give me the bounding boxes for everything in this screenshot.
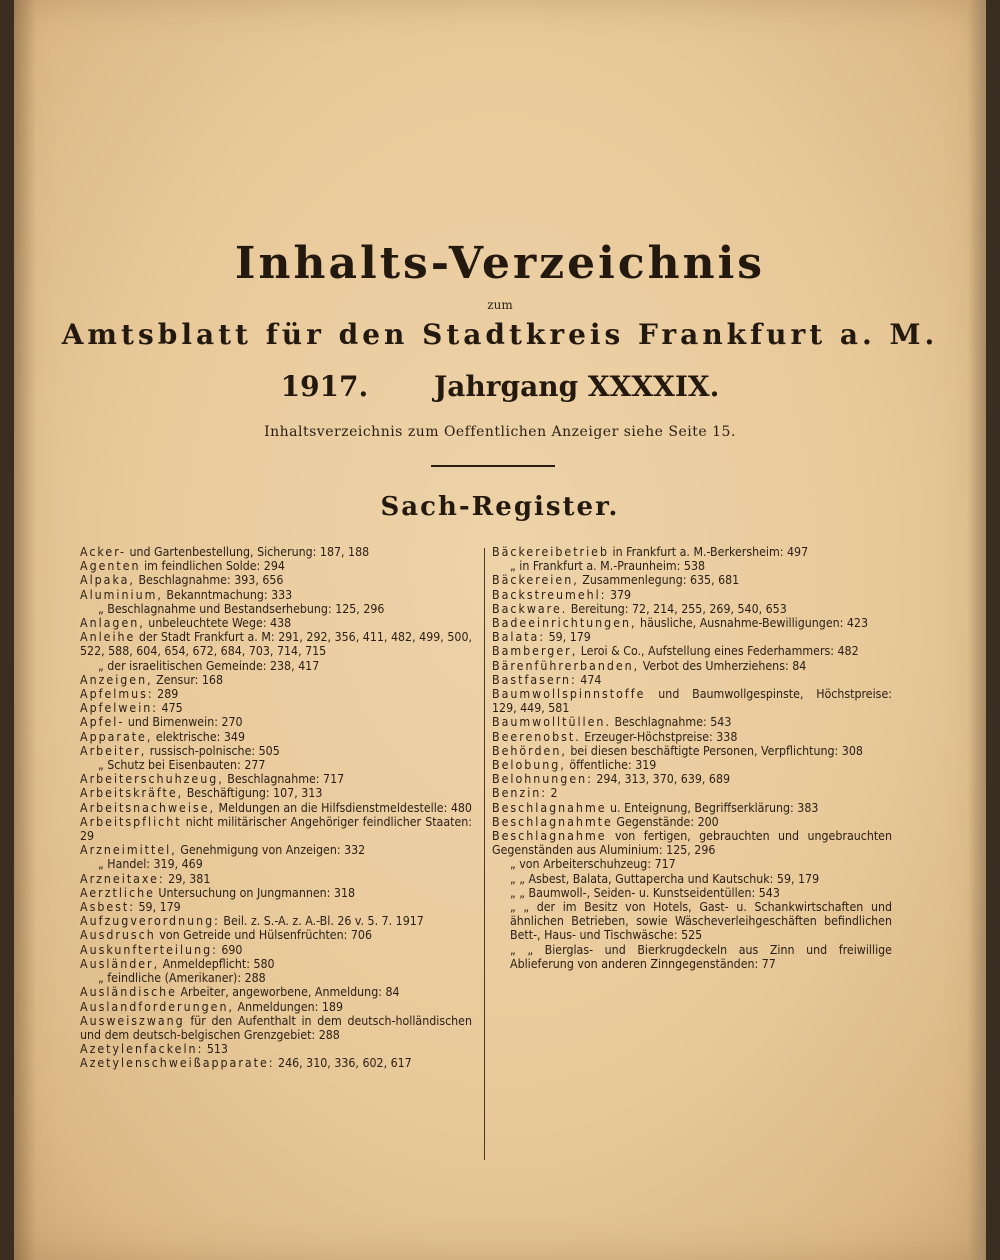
- register-entry: [492, 943, 892, 971]
- register-entry: [80, 971, 472, 985]
- register-entry: [80, 772, 472, 786]
- register-entry: [80, 801, 472, 815]
- register-entry: [80, 928, 472, 942]
- register-entry: [80, 588, 472, 602]
- entry-keyword: Bamberger,: [492, 644, 578, 659]
- entry-text: „ „ Baumwoll-, Seiden- u. Kunstseidentüllen: 543: [510, 885, 780, 900]
- entry-text: 59, 179: [135, 900, 181, 915]
- entry-text: Untersuchung on Jungmannen: 318: [154, 885, 356, 900]
- entry-text: in Frankfurt a. M.-Berkersheim: 497: [609, 545, 809, 559]
- register-column-left: [80, 545, 472, 1071]
- entry-keyword: Apfelwein:: [80, 701, 159, 716]
- entry-text: Beschlagnahme: 717: [223, 772, 345, 787]
- section-heading: Sach-Register.: [380, 492, 620, 522]
- register-entry: [80, 602, 472, 616]
- entry-text: Arbeiter, angeworbene, Anmeldung: 84: [176, 985, 400, 1000]
- entry-keyword: Arbeitsnachweise,: [80, 800, 216, 815]
- entry-text: „ von Arbeiterschuhzeug: 717: [510, 857, 676, 872]
- entry-text: „ Handel: 319, 469: [98, 857, 203, 872]
- register-entry: [80, 559, 472, 573]
- entry-keyword: Arbeiter,: [80, 743, 147, 758]
- register-entry: [492, 573, 892, 587]
- entry-text: „ Beschlagnahme und Bestandserhebung: 125, 296: [98, 601, 385, 616]
- register-entry: [492, 829, 892, 857]
- entry-text: Zusammenlegung: 635, 681: [578, 573, 740, 588]
- entry-text: nicht militärischer Angehöriger feindlicher Staaten: 29: [80, 814, 472, 844]
- register-entry: [80, 673, 472, 687]
- entry-keyword: Bäckereien,: [492, 573, 579, 588]
- entry-keyword: Bäckereibetrieb: [492, 545, 610, 559]
- register-entry: [80, 786, 472, 800]
- register-entry: [492, 673, 892, 687]
- column-divider: [484, 548, 485, 1160]
- entry-keyword: Azetylenfackeln:: [80, 1042, 204, 1057]
- register-entry: [80, 943, 472, 957]
- entry-keyword: Aluminium,: [80, 587, 163, 602]
- entry-text: häusliche, Ausnahme-Bewilligungen: 423: [636, 616, 868, 631]
- entry-keyword: Baumwollspinnstoffe: [492, 687, 646, 702]
- entry-text: u. Enteignung, Begriffserklärung: 383: [606, 800, 819, 815]
- entry-keyword: Apparate,: [80, 729, 153, 744]
- entry-keyword: Ausweiszwang: [80, 1013, 185, 1028]
- entry-text: Beil. z. S.-A. z. A.-Bl. 26 v. 5. 7. 1917: [219, 914, 424, 929]
- register-entry: [492, 744, 892, 758]
- entry-keyword: Belohnungen:: [492, 772, 593, 787]
- entry-text: 513: [203, 1042, 228, 1057]
- entry-text: 29, 381: [164, 871, 211, 886]
- page-subtitle: Amtsblatt für den Stadtkreis Frankfurt a. M.: [61, 318, 939, 351]
- entry-text: 246, 310, 336, 602, 617: [274, 1056, 412, 1071]
- entry-keyword: Behörden,: [492, 743, 567, 758]
- entry-text: „ in Frankfurt a. M.-Praunheim: 538: [510, 559, 706, 574]
- register-entry: [492, 730, 892, 744]
- volume: Jahrgang XXXXIX.: [434, 370, 720, 403]
- entry-text: Genehmigung von Anzeigen: 332: [176, 843, 366, 858]
- entry-text: 379: [606, 587, 632, 602]
- entry-keyword: Aufzugverordnung:: [80, 914, 220, 929]
- register-entry: [492, 715, 892, 729]
- entry-text: Erzeuger-Höchstpreise: 338: [580, 729, 738, 744]
- entry-text: Meldungen an die Hilfsdienstmeldestelle: 480: [215, 800, 472, 815]
- entry-text: 294, 313, 370, 639, 689: [592, 772, 731, 787]
- entry-text: „ „ der im Besitz von Hotels, Gast- u. Schankwirtschaften und ähnlichen Betrieben, sowie Wäscheverleihgeschäften befindlichen Bett-, Haus- und Tischwäsche: 525: [510, 900, 892, 943]
- entry-keyword: Anzeigen,: [80, 672, 153, 687]
- register-entry: [80, 900, 472, 914]
- register-entry: [492, 602, 892, 616]
- entry-text: bei diesen beschäftigte Personen, Verpflichtung: 308: [566, 743, 863, 758]
- entry-keyword: Bastfasern:: [492, 672, 577, 687]
- entry-text: elektrische: 349: [152, 729, 245, 744]
- title-connector: zum: [487, 298, 513, 312]
- entry-text: der Stadt Frankfurt a. M: 291, 292, 356, 411, 482, 499, 500, 522, 588, 604, 654, 672, 684, 703, 714, 715: [80, 630, 472, 659]
- entry-keyword: Benzin:: [492, 786, 548, 801]
- entry-keyword: Backware.: [492, 601, 568, 616]
- entry-keyword: Baumwolltüllen.: [492, 715, 611, 730]
- entry-text: unbeleuchtete Wege: 438: [144, 616, 292, 631]
- entry-text: „ feindliche (Amerikaner): 288: [98, 971, 266, 986]
- entry-keyword: Acker-: [80, 545, 126, 559]
- register-entry: [80, 1000, 472, 1014]
- entry-text: und Birnenwein: 270: [124, 715, 243, 730]
- entry-text: 475: [158, 701, 183, 716]
- entry-text: „ „ Bierglas- und Bierkrugdeckeln aus Zinn und freiwillige Ablieferung von anderen Zinngegenständen: 77: [510, 942, 892, 971]
- register-entry: [492, 886, 892, 900]
- register-entry: [492, 644, 892, 658]
- register-entry: [492, 786, 892, 800]
- register-entry: [492, 900, 892, 943]
- entry-text: Beschlagnahme: 393, 656: [134, 573, 284, 588]
- entry-text: Beschäftigung: 107, 313: [183, 786, 323, 801]
- register-entry: [80, 815, 472, 843]
- register-entry: [80, 616, 472, 630]
- entry-keyword: Auslandforderungen,: [80, 999, 234, 1014]
- entry-text: 474: [576, 672, 602, 687]
- entry-text: von fertigen, gebrauchten und ungebrauchten Gegenständen aus Aluminium: 125, 296: [492, 829, 892, 858]
- entry-text: 59, 179: [545, 630, 591, 645]
- entry-keyword: Apfel-: [80, 715, 125, 730]
- register-entry: [80, 985, 472, 999]
- entry-text: Beschlagnahme: 543: [610, 715, 732, 730]
- entry-text: im feindlichen Solde: 294: [140, 559, 285, 574]
- entry-text: „ der israelitischen Gemeinde: 238, 417: [98, 658, 320, 673]
- register-entry: [80, 744, 472, 758]
- entry-keyword: Arbeiterschuhzeug,: [80, 772, 224, 787]
- page-edge: [968, 0, 986, 1260]
- document-page: [14, 0, 986, 1260]
- register-entry: [80, 872, 472, 886]
- entry-text: russisch-polnische: 505: [146, 743, 280, 758]
- entry-keyword: Asbest:: [80, 900, 135, 915]
- entry-text: und Baumwollgespinste, Höchstpreise: 129, 449, 581: [492, 687, 892, 716]
- reference-note: Inhaltsverzeichnis zum Oeffentlichen Anzeiger siehe Seite 15.: [264, 424, 736, 440]
- entry-text: öffentliche: 319: [565, 758, 657, 773]
- divider-rule: [431, 465, 555, 467]
- entry-text: Bereitung: 72, 214, 255, 269, 540, 653: [567, 601, 787, 616]
- register-entry: [492, 758, 892, 772]
- year: 1917.: [280, 370, 369, 403]
- register-entry: [80, 1056, 472, 1070]
- entry-keyword: Agenten: [80, 559, 141, 574]
- register-entry: [492, 588, 892, 602]
- entry-keyword: Beerenobst.: [492, 729, 581, 744]
- entry-text: „ „ Asbest, Balata, Guttapercha und Kautschuk: 59, 179: [510, 871, 820, 886]
- register-entry: [80, 573, 472, 587]
- entry-keyword: Azetylenschweißapparate:: [80, 1056, 275, 1071]
- register-entry: [80, 687, 472, 701]
- entry-keyword: Beschlagnahme: [492, 800, 607, 815]
- entry-text: Bekanntmachung: 333: [162, 587, 293, 602]
- register-entry: [80, 1014, 472, 1042]
- register-entry: [80, 957, 472, 971]
- entry-keyword: Beschlagnahmte: [492, 814, 613, 829]
- register-entry: [80, 758, 472, 772]
- register-entry: [80, 701, 472, 715]
- register-entry: [80, 1042, 472, 1056]
- entry-keyword: Belobung,: [492, 758, 566, 773]
- year-line: [14, 370, 986, 403]
- entry-text: Zensur: 168: [152, 672, 224, 687]
- entry-keyword: Backstreumehl:: [492, 587, 607, 602]
- entry-keyword: Bärenführerbanden,: [492, 658, 640, 673]
- entry-keyword: Auskunfterteilung:: [80, 942, 218, 957]
- entry-text: für den Aufenthalt in dem deutsch-holländischen und dem deutsch-belgischen Grenzgebiet: 288: [80, 1013, 472, 1042]
- entry-keyword: Badeeinrichtungen,: [492, 616, 637, 631]
- entry-keyword: Balata:: [492, 630, 546, 645]
- register-entry: [80, 630, 472, 658]
- entry-keyword: Apfelmus:: [80, 687, 154, 702]
- register-entry: [80, 886, 472, 900]
- entry-text: 690: [217, 942, 243, 957]
- register-entry: [492, 772, 892, 786]
- entry-text: „ Schutz bei Eisenbauten: 277: [98, 758, 266, 773]
- page-title: Inhalts-Verzeichnis: [234, 238, 766, 289]
- entry-text: Anmeldepflicht: 580: [159, 956, 275, 971]
- entry-text: und Gartenbestellung, Sicherung: 187, 188: [125, 545, 370, 559]
- entry-keyword: Ausdrusch: [80, 928, 156, 943]
- entry-text: 2: [547, 786, 558, 801]
- entry-text: Anmeldungen: 189: [234, 999, 344, 1014]
- entry-keyword: Anleihe: [80, 630, 136, 645]
- entry-keyword: Beschlagnahme: [492, 829, 607, 844]
- entry-keyword: Arzneimittel,: [80, 843, 177, 858]
- register-entry: [492, 630, 892, 644]
- register-entry: [80, 659, 472, 673]
- entry-keyword: Ausländer,: [80, 956, 160, 971]
- entry-text: Gegenstände: 200: [612, 814, 719, 829]
- register-entry: [492, 559, 892, 573]
- register-entry: [80, 843, 472, 857]
- entry-keyword: Aerztliche: [80, 885, 155, 900]
- register-entry: [492, 801, 892, 815]
- register-entry: [80, 914, 472, 928]
- register-entry: [80, 715, 472, 729]
- register-entry: [492, 616, 892, 630]
- register-entry: [492, 872, 892, 886]
- entry-keyword: Arzneitaxe:: [80, 871, 165, 886]
- register-entry: [80, 545, 472, 559]
- entry-text: 289: [153, 687, 179, 702]
- register-entry: [492, 815, 892, 829]
- register-entry: [492, 659, 892, 673]
- entry-keyword: Anlagen,: [80, 616, 145, 631]
- register-column-right: [492, 545, 892, 971]
- entry-keyword: Arbeitspflicht: [80, 814, 182, 829]
- entry-text: Leroi & Co., Aufstellung eines Federhammers: 482: [577, 644, 859, 659]
- register-entry: [492, 857, 892, 871]
- entry-text: Verbot des Umherziehens: 84: [639, 658, 807, 673]
- register-entry: [80, 857, 472, 871]
- register-entry: [80, 730, 472, 744]
- entry-keyword: Alpaka,: [80, 573, 135, 588]
- entry-keyword: Ausländische: [80, 985, 177, 1000]
- entry-text: von Getreide und Hülsenfrüchten: 706: [155, 928, 372, 943]
- entry-keyword: Arbeitskräfte,: [80, 786, 184, 801]
- register-entry: [492, 545, 892, 559]
- register-entry: [492, 687, 892, 715]
